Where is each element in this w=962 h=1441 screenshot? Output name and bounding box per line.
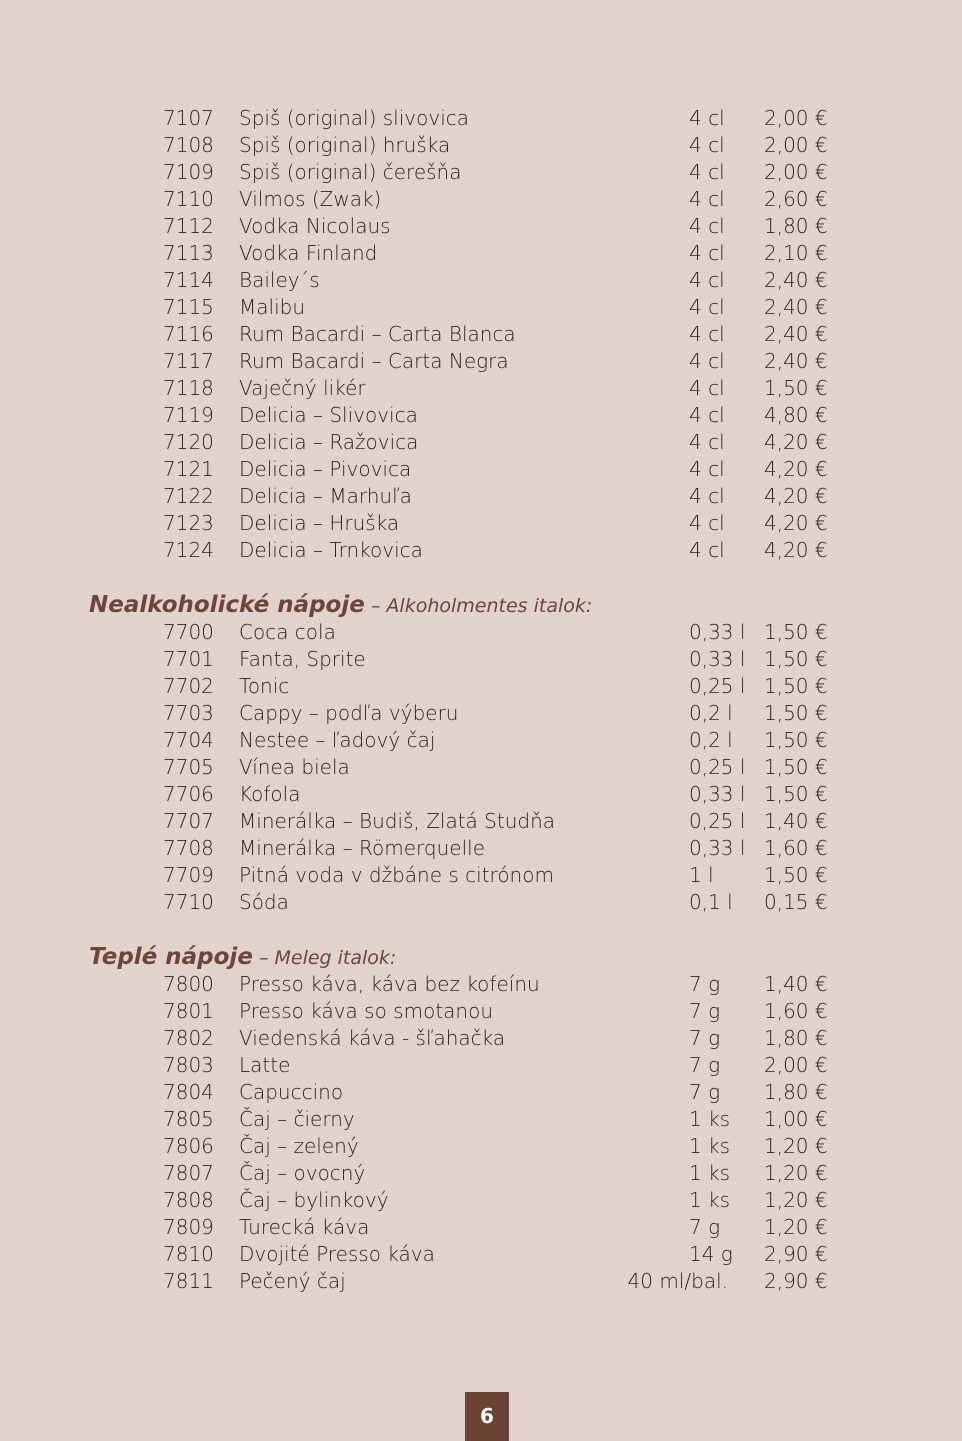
item-quantity: 4 cl xyxy=(689,538,725,562)
item-name: Delicia – Pivovica xyxy=(239,457,412,481)
item-code: 7123 xyxy=(163,511,214,535)
item-code: 7119 xyxy=(163,403,214,427)
menu-item-row xyxy=(0,619,962,646)
menu-item-row xyxy=(0,835,962,862)
item-code: 7120 xyxy=(163,430,214,454)
item-code: 7704 xyxy=(163,728,214,752)
item-quantity: 0,25 l xyxy=(689,809,746,833)
item-name: Sóda xyxy=(239,890,289,914)
item-quantity: 1 ks xyxy=(689,1107,731,1131)
section-heading xyxy=(0,942,962,972)
item-price: 2,40 € xyxy=(764,349,828,373)
menu-item-row xyxy=(0,1106,962,1133)
item-name: Spiš (original) hruška xyxy=(239,133,451,157)
item-code: 7806 xyxy=(163,1134,214,1158)
item-quantity: 7 g xyxy=(689,1026,721,1050)
item-price: 1,50 € xyxy=(764,674,828,698)
item-price: 2,10 € xyxy=(764,241,828,265)
item-code: 7122 xyxy=(163,484,214,508)
menu-item-row xyxy=(0,754,962,781)
item-price: 1,60 € xyxy=(764,999,828,1023)
item-code: 7801 xyxy=(163,999,214,1023)
item-name: Nestee – ľadový čaj xyxy=(239,728,436,752)
item-quantity: 4 cl xyxy=(689,349,725,373)
item-code: 7124 xyxy=(163,538,214,562)
item-price: 1,80 € xyxy=(764,214,828,238)
item-price: 2,40 € xyxy=(764,268,828,292)
item-name: Pitná voda v džbáne s citrónom xyxy=(239,863,554,887)
item-quantity: 4 cl xyxy=(689,268,725,292)
menu-item-row xyxy=(0,700,962,727)
menu-item-row xyxy=(0,1268,962,1295)
hot-drinks-section xyxy=(0,942,962,1296)
item-code: 7705 xyxy=(163,755,214,779)
menu-item-row xyxy=(0,971,962,998)
item-price: 1,50 € xyxy=(764,620,828,644)
item-code: 7707 xyxy=(163,809,214,833)
item-name: Rum Bacardi – Carta Blanca xyxy=(239,322,516,346)
item-name: Presso káva, káva bez kofeínu xyxy=(239,972,540,996)
item-name: Presso káva so smotanou xyxy=(239,999,494,1023)
item-quantity: 0,25 l xyxy=(689,674,746,698)
section-title: Teplé nápoje xyxy=(89,944,253,970)
item-quantity: 0,33 l xyxy=(689,836,746,860)
menu-item-row xyxy=(0,998,962,1025)
item-code: 7107 xyxy=(163,106,214,130)
item-name: Minerálka – Römerquelle xyxy=(239,836,486,860)
item-quantity: 4 cl xyxy=(689,430,725,454)
item-name: Vínea biela xyxy=(239,755,350,779)
item-quantity: 4 cl xyxy=(689,133,725,157)
item-code: 7113 xyxy=(163,241,214,265)
item-quantity: 14 g xyxy=(689,1242,733,1266)
menu-item-row xyxy=(0,1214,962,1241)
item-code: 7804 xyxy=(163,1080,214,1104)
item-quantity: 4 cl xyxy=(689,457,725,481)
menu-item-row xyxy=(0,889,962,916)
item-quantity: 1 ks xyxy=(689,1134,731,1158)
item-quantity: 7 g xyxy=(689,972,721,996)
item-quantity: 1 ks xyxy=(689,1188,731,1212)
item-code: 7701 xyxy=(163,647,214,671)
item-code: 7805 xyxy=(163,1107,214,1131)
item-name: Turecká káva xyxy=(239,1215,370,1239)
item-name: Delicia – Slivovica xyxy=(239,403,418,427)
item-code: 7117 xyxy=(163,349,214,373)
item-quantity: 4 cl xyxy=(689,322,725,346)
item-name: Tonic xyxy=(239,674,290,698)
soft-drinks-list xyxy=(0,619,962,916)
item-name: Viedenská káva - šľahačka xyxy=(239,1026,506,1050)
item-price: 4,20 € xyxy=(764,430,828,454)
item-quantity: 7 g xyxy=(689,1215,721,1239)
item-name: Spiš (original) slivovica xyxy=(239,106,469,130)
menu-item-row xyxy=(0,673,962,700)
menu-item-row xyxy=(0,808,962,835)
item-quantity: 1 ks xyxy=(689,1161,731,1185)
item-name: Čaj – čierny xyxy=(239,1107,355,1131)
item-name: Delicia – Hruška xyxy=(239,511,400,535)
menu-item-row xyxy=(0,348,962,375)
item-quantity: 4 cl xyxy=(689,187,725,211)
item-code: 7803 xyxy=(163,1053,214,1077)
item-name: Minerálka – Budiš, Zlatá Studňa xyxy=(239,809,555,833)
menu-item-row xyxy=(0,1052,962,1079)
item-quantity: 7 g xyxy=(689,1080,721,1104)
item-price: 1,50 € xyxy=(764,863,828,887)
item-quantity: 4 cl xyxy=(689,484,725,508)
item-quantity: 40 ml/bal. xyxy=(627,1269,728,1293)
item-name: Cappy – podľa výberu xyxy=(239,701,459,725)
item-code: 7808 xyxy=(163,1188,214,1212)
item-quantity: 4 cl xyxy=(689,295,725,319)
item-price: 1,50 € xyxy=(764,376,828,400)
item-name: Pečený čaj xyxy=(239,1269,346,1293)
menu-item-row xyxy=(0,727,962,754)
item-name: Coca cola xyxy=(239,620,336,644)
item-quantity: 4 cl xyxy=(689,403,725,427)
item-code: 7109 xyxy=(163,160,214,184)
menu-item-row xyxy=(0,294,962,321)
soft-drinks-section xyxy=(0,590,962,917)
item-code: 7709 xyxy=(163,863,214,887)
item-name: Čaj – bylinkový xyxy=(239,1188,389,1212)
item-quantity: 0,2 l xyxy=(689,728,733,752)
item-name: Fanta, Sprite xyxy=(239,647,366,671)
item-quantity: 4 cl xyxy=(689,106,725,130)
item-name: Delicia – Marhuľa xyxy=(239,484,412,508)
item-price: 1,20 € xyxy=(764,1134,828,1158)
item-price: 2,90 € xyxy=(764,1242,828,1266)
item-name: Latte xyxy=(239,1053,291,1077)
item-name: Vodka Nicolaus xyxy=(239,214,391,238)
item-name: Vaječný likér xyxy=(239,376,366,400)
item-quantity: 0,33 l xyxy=(689,620,746,644)
item-code: 7708 xyxy=(163,836,214,860)
item-code: 7112 xyxy=(163,214,214,238)
item-price: 1,00 € xyxy=(764,1107,828,1131)
item-name: Čaj – zelený xyxy=(239,1134,359,1158)
item-price: 1,40 € xyxy=(764,809,828,833)
menu-item-row xyxy=(0,213,962,240)
menu-item-row xyxy=(0,186,962,213)
item-code: 7110 xyxy=(163,187,214,211)
item-code: 7703 xyxy=(163,701,214,725)
item-name: Bailey´s xyxy=(239,268,320,292)
item-code: 7807 xyxy=(163,1161,214,1185)
menu-item-row xyxy=(0,402,962,429)
item-code: 7118 xyxy=(163,376,214,400)
item-quantity: 4 cl xyxy=(689,511,725,535)
menu-item-row xyxy=(0,781,962,808)
item-name: Capuccino xyxy=(239,1080,344,1104)
hot-drinks-list xyxy=(0,971,962,1295)
menu-item-row xyxy=(0,375,962,402)
item-code: 7702 xyxy=(163,674,214,698)
item-name: Vilmos (Zwak) xyxy=(239,187,382,211)
item-code: 7114 xyxy=(163,268,214,292)
menu-item-row xyxy=(0,456,962,483)
menu-item-row xyxy=(0,537,962,564)
item-price: 2,00 € xyxy=(764,133,828,157)
item-quantity: 1 l xyxy=(689,863,714,887)
item-price: 1,80 € xyxy=(764,1026,828,1050)
item-name: Rum Bacardi – Carta Negra xyxy=(239,349,509,373)
menu-item-row xyxy=(0,646,962,673)
item-code: 7710 xyxy=(163,890,214,914)
item-code: 7706 xyxy=(163,782,214,806)
menu-item-row xyxy=(0,1241,962,1268)
item-code: 7810 xyxy=(163,1242,214,1266)
item-price: 1,20 € xyxy=(764,1188,828,1212)
item-quantity: 0,1 l xyxy=(689,890,733,914)
item-price: 1,20 € xyxy=(764,1215,828,1239)
item-quantity: 0,2 l xyxy=(689,701,733,725)
menu-item-row xyxy=(0,510,962,537)
item-name: Delicia – Ražovica xyxy=(239,430,419,454)
item-name: Malibu xyxy=(239,295,305,319)
section-title: Nealkoholické nápoje xyxy=(89,592,365,618)
item-quantity: 0,25 l xyxy=(689,755,746,779)
section-heading xyxy=(0,590,962,620)
menu-item-row xyxy=(0,1079,962,1106)
item-price: 1,20 € xyxy=(764,1161,828,1185)
item-quantity: 7 g xyxy=(689,1053,721,1077)
menu-item-row xyxy=(0,240,962,267)
menu-item-row xyxy=(0,321,962,348)
item-quantity: 4 cl xyxy=(689,160,725,184)
item-name: Vodka Finland xyxy=(239,241,378,265)
item-price: 4,20 € xyxy=(764,484,828,508)
item-price: 4,20 € xyxy=(764,457,828,481)
menu-item-row xyxy=(0,159,962,186)
item-name: Spiš (original) čerešňa xyxy=(239,160,462,184)
item-quantity: 4 cl xyxy=(689,376,725,400)
menu-item-row xyxy=(0,1160,962,1187)
item-price: 2,90 € xyxy=(764,1269,828,1293)
item-price: 1,60 € xyxy=(764,836,828,860)
item-quantity: 4 cl xyxy=(689,214,725,238)
item-price: 1,50 € xyxy=(764,782,828,806)
menu-item-row xyxy=(0,429,962,456)
item-price: 1,50 € xyxy=(764,728,828,752)
item-code: 7802 xyxy=(163,1026,214,1050)
item-price: 1,40 € xyxy=(764,972,828,996)
menu-item-row xyxy=(0,862,962,889)
item-code: 7116 xyxy=(163,322,214,346)
item-quantity: 0,33 l xyxy=(689,647,746,671)
item-code: 7108 xyxy=(163,133,214,157)
item-price: 2,00 € xyxy=(764,106,828,130)
menu-item-row xyxy=(0,483,962,510)
item-price: 2,00 € xyxy=(764,1053,828,1077)
item-price: 4,20 € xyxy=(764,511,828,535)
item-quantity: 0,33 l xyxy=(689,782,746,806)
item-price: 1,50 € xyxy=(764,755,828,779)
item-price: 1,50 € xyxy=(764,701,828,725)
item-quantity: 7 g xyxy=(689,999,721,1023)
item-code: 7800 xyxy=(163,972,214,996)
item-price: 2,40 € xyxy=(764,322,828,346)
item-code: 7700 xyxy=(163,620,214,644)
item-code: 7115 xyxy=(163,295,214,319)
menu-item-row xyxy=(0,1187,962,1214)
item-price: 0,15 € xyxy=(764,890,828,914)
item-price: 2,40 € xyxy=(764,295,828,319)
item-quantity: 4 cl xyxy=(689,241,725,265)
menu-item-row xyxy=(0,1133,962,1160)
item-code: 7121 xyxy=(163,457,214,481)
item-price: 2,00 € xyxy=(764,160,828,184)
section-subtitle: – Meleg italok: xyxy=(252,947,397,969)
section-subtitle: – Alkoholmentes italok: xyxy=(364,595,593,617)
item-price: 1,80 € xyxy=(764,1080,828,1104)
item-price: 1,50 € xyxy=(764,647,828,671)
item-name: Dvojité Presso káva xyxy=(239,1242,435,1266)
item-name: Kofola xyxy=(239,782,301,806)
menu-item-row xyxy=(0,1025,962,1052)
item-price: 2,60 € xyxy=(764,187,828,211)
item-price: 4,20 € xyxy=(764,538,828,562)
item-code: 7809 xyxy=(163,1215,214,1239)
item-name: Čaj – ovocný xyxy=(239,1161,366,1185)
item-price: 4,80 € xyxy=(764,403,828,427)
item-code: 7811 xyxy=(163,1269,214,1293)
menu-item-row xyxy=(0,105,962,132)
menu-item-row xyxy=(0,132,962,159)
liquor-list xyxy=(0,105,962,564)
menu-item-row xyxy=(0,267,962,294)
item-name: Delicia – Trnkovica xyxy=(239,538,423,562)
page-number: 6 xyxy=(465,1392,509,1441)
